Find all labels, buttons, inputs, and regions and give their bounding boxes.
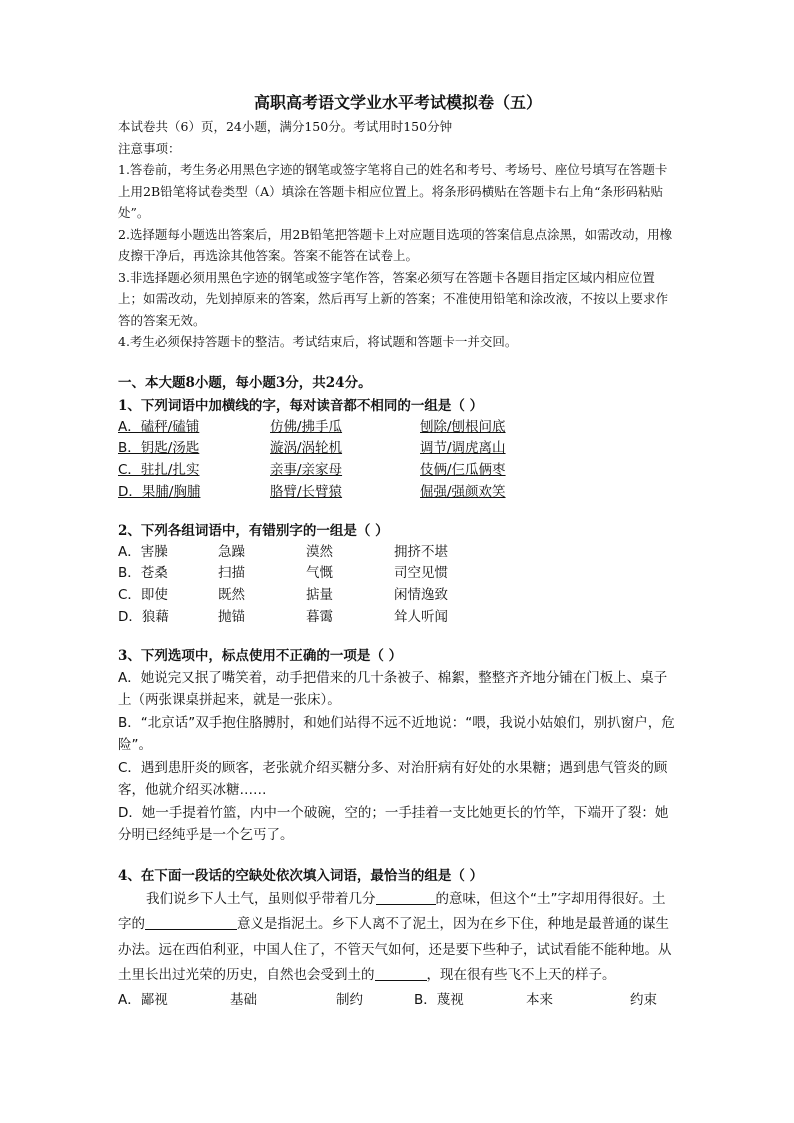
passage-text: ，现在很有些飞不上天的样子。: [426, 967, 616, 984]
option-cell: 仿佛/拂手瓜: [270, 418, 343, 435]
question-1: [118, 395, 678, 504]
exam-info: 本试卷共（6）页，24小题，满分150分。考试用时150分钟: [118, 119, 453, 134]
option-a: A．她说完又抿了嘴笑着，动手把借来的几十条被子、棉絮，整整齐齐地分铺在门板上、桌子上（两张课桌拼起来，就是一张床）。: [118, 669, 668, 709]
note-4: 4.考生必须保持答题卡的整洁。考试结束后，将试题和答题卡一并交回。: [118, 334, 518, 349]
passage-text: 意义是指泥土。乡下人离不了泥土，因为在乡下住，种地是最普通的谋生办法。远在西伯利亚，中国人住了，不管天气如何，还是要下些种子，试试看能不能种地。从土里长出过光荣的历史，自然也会受到土的: [118, 916, 672, 984]
option-cell: 急躁: [218, 543, 245, 560]
option-cell: 耸人听闻: [394, 609, 448, 626]
option-cell: 刨除/刨根问底: [420, 418, 506, 435]
option-cell: 制约: [336, 991, 363, 1008]
option-cell: 抛锚: [218, 609, 245, 626]
option-cell: D．果脯/胸脯: [118, 483, 201, 500]
option-b: B．“北京话”双手抱住胳膊肘，和她们站得不远不近地说：“喂，我说小姑娘们，别扒窗户，危险”。: [118, 714, 675, 754]
option-cell: 扫描: [218, 565, 245, 582]
option-cell: B．蔑视: [414, 991, 464, 1008]
option-d: D．她一手提着竹篮，内中一个破碗，空的；一手挂着一支比她更长的竹竿，下端开了裂：她分明已经纯乎是一个乞丐了。: [118, 804, 669, 844]
option-cell: 胳臂/长臂猿: [270, 483, 343, 500]
section-heading: 一、本大题8小题，每小题3分，共24分。: [118, 374, 372, 391]
option-cell: 暮霭: [306, 609, 333, 626]
note-1: 1.答卷前，考生务必用黑色字迹的钢笔或签字笔将自己的姓名和考号、考场号、座位号填写在答题卡上用2B铅笔将试卷类型（A）填涂在答题卡相应位置上。将条形码横贴在答题卡右上角“条形码粘贴处”。: [118, 162, 668, 220]
option-cell: 闲情逸致: [394, 587, 448, 604]
question-stem: 4、在下面一段话的空缺处依次填入词语，最恰当的组是（ ）: [118, 867, 484, 884]
option-cell: C．即使: [118, 587, 168, 604]
option-cell: 亲事/亲家母: [270, 462, 343, 479]
option-cell: A．鄙视: [118, 991, 168, 1008]
option-cell: 气慨: [306, 565, 333, 582]
option-cell: A．磕秤/磕铺: [118, 418, 200, 435]
passage-text: 我们说乡下人土气，虽则似乎带着几分: [146, 890, 376, 907]
note-2: 2.选择题每小题选出答案后，用2B铅笔把答题卡上对应题目选项的答案信息点涂黑，如需改动，用橡皮擦干净后，再选涂其他答案。答案不能答在试卷上。: [118, 226, 673, 263]
option-row: [118, 438, 678, 460]
question-3: [118, 645, 678, 847]
option-cell: 司空见惯: [394, 565, 448, 582]
question-stem: 1、下列词语中加横线的字，每对读音都不相同的一组是（ ）: [118, 397, 484, 414]
option-cell: 漠然: [306, 543, 333, 560]
option-row: [118, 989, 678, 1011]
option-row: [118, 482, 678, 504]
option-row: [118, 460, 678, 482]
option-row: [118, 417, 678, 439]
note-3: 3.非选择题必须用黑色字迹的钢笔或签字笔作答，答案必须写在答题卡各题目指定区域内相应位置上；如需改动，先划掉原来的答案，然后再写上新的答案；不准使用铅笔和涂改液，不按以上要求作答的答案无效。: [118, 269, 669, 328]
option-cell: D．狼藉: [118, 609, 169, 626]
option-row: [118, 563, 678, 585]
exam-page: [118, 92, 678, 1011]
answer-blank[interactable]: [376, 890, 436, 905]
notes-heading: 注意事项：: [118, 140, 181, 156]
option-cell: 掂量: [306, 587, 333, 604]
option-cell: 拥挤不堪: [394, 543, 448, 560]
passage: [118, 887, 678, 989]
option-c: C．遇到患肝炎的顾客，老张就介绍买糖分多、对治肝病有好处的水果糖；遇到患气管炎的顾客，他就介绍买冰糖……: [118, 759, 668, 799]
option-cell: B．苍桑: [118, 565, 168, 582]
option-cell: 倔强/强颜欢笑: [420, 483, 506, 500]
passage-text: 的意味，但这个“土”字却用得很好。土字的: [118, 890, 666, 933]
exam-title: 高职高考语文学业水平考试模拟卷（五）: [253, 93, 542, 112]
option-cell: 本来: [526, 991, 553, 1008]
option-cell: C．驻扎/扎实: [118, 462, 200, 479]
option-row: [118, 542, 678, 564]
option-cell: 约束: [630, 991, 657, 1008]
option-cell: 基础: [230, 991, 257, 1008]
question-2: [118, 520, 678, 629]
answer-blank[interactable]: [375, 966, 427, 981]
option-cell: A．害臊: [118, 543, 168, 560]
option-cell: B．钥匙/汤匙: [118, 440, 200, 457]
question-stem: 2、下列各组词语中，有错别字的一组是（ ）: [118, 522, 389, 539]
answer-blank[interactable]: [145, 915, 237, 930]
option-cell: 漩涡/涡轮机: [270, 440, 343, 457]
option-row: [118, 607, 678, 629]
question-4: [118, 865, 678, 1011]
instructions: [118, 116, 678, 353]
option-row: [118, 585, 678, 607]
option-cell: 伎俩/仨瓜俩枣: [420, 462, 506, 479]
option-cell: 既然: [218, 587, 245, 604]
question-stem: 3、下列选项中，标点使用不正确的一项是（ ）: [118, 647, 403, 664]
option-cell: 调节/调虎离山: [420, 440, 506, 457]
